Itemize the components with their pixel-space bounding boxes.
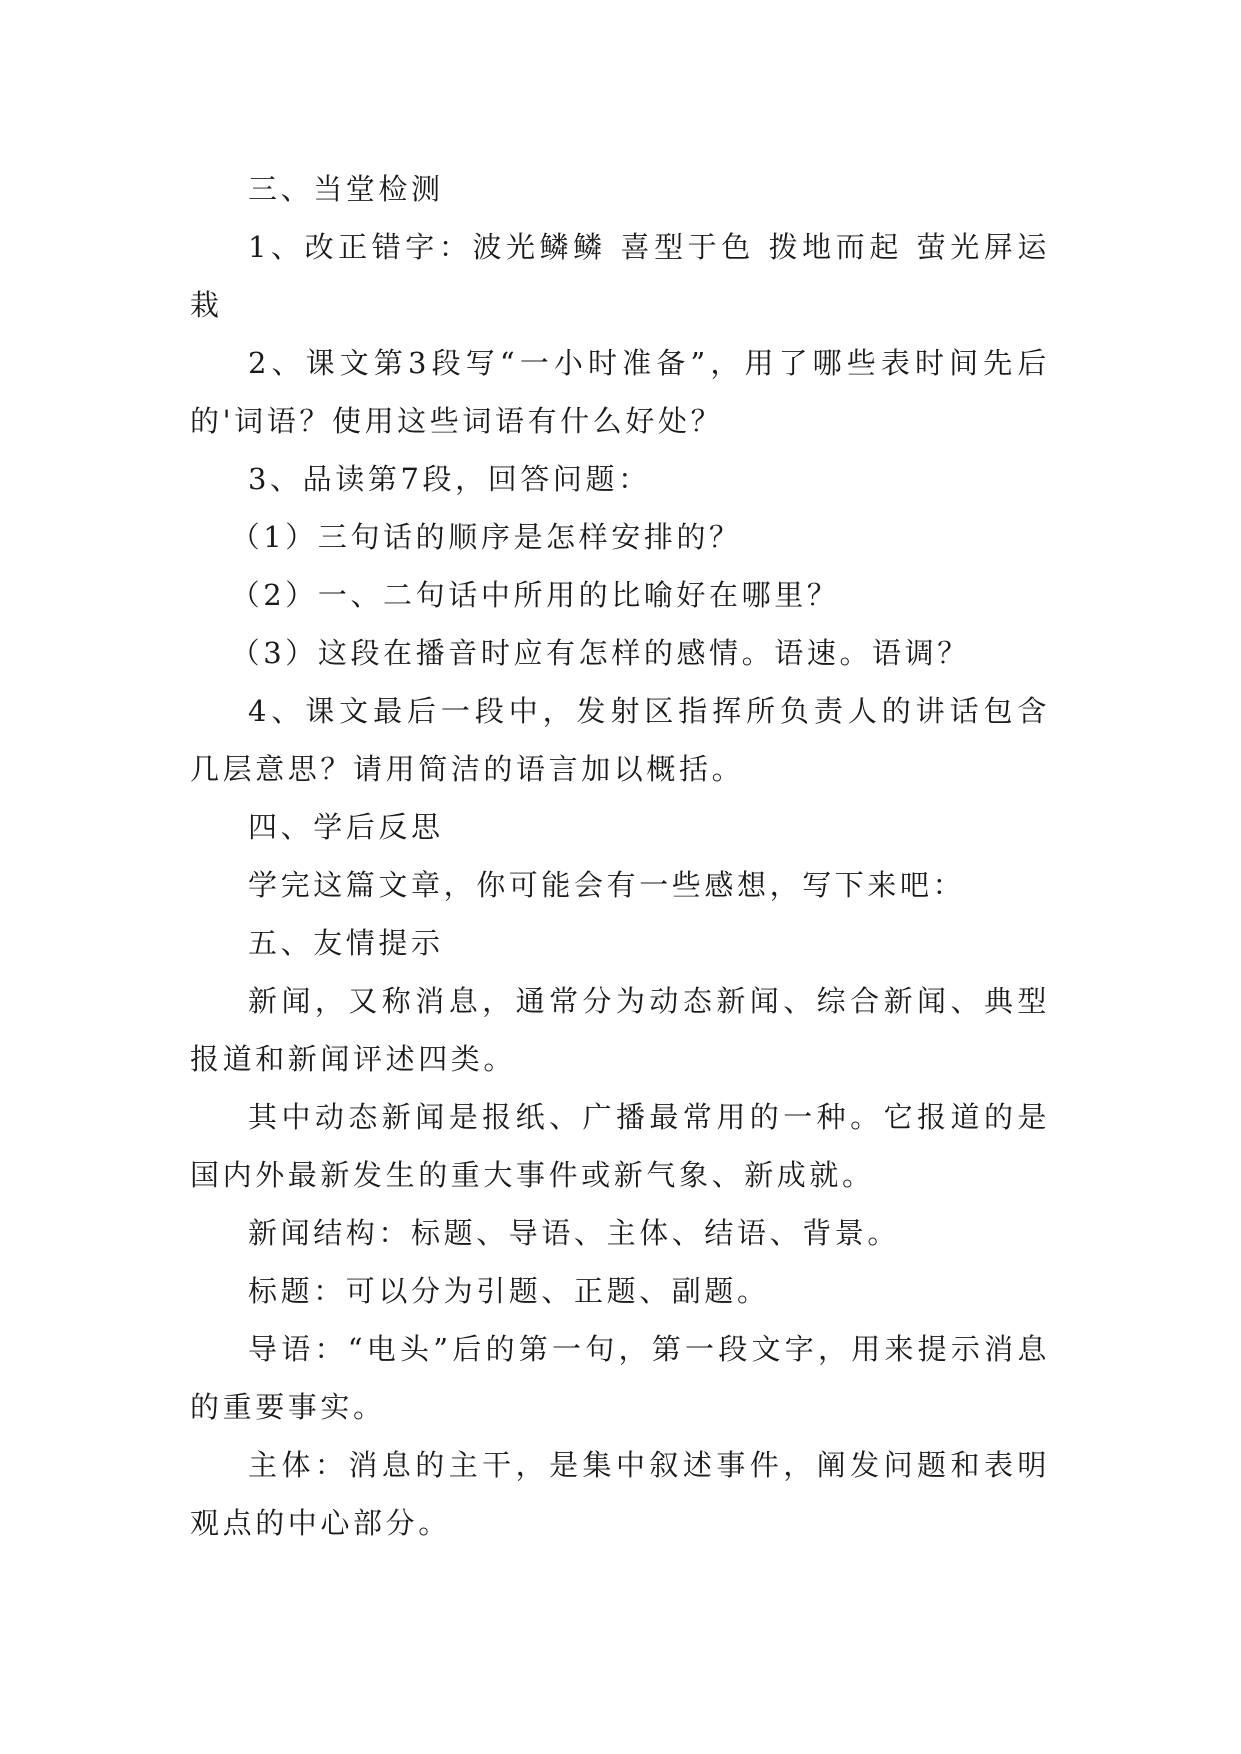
reflection-prompt: 学完这篇文章，你可能会有一些感想，写下来吧： xyxy=(248,868,966,902)
document-page xyxy=(190,160,1050,1552)
question-3-read-paragraph-7: 3、品读第7段，回答问题： xyxy=(248,462,651,496)
tip-lead: 导语：“电头”后的第一句，第一段文字，用来提示消息的重要事实。 xyxy=(190,1332,1050,1424)
section-heading-reflection: 四、学后反思 xyxy=(248,810,444,844)
tip-news-types: 新闻，又称消息，通常分为动态新闻、综合新闻、典型报道和新闻评述四类。 xyxy=(190,984,1050,1076)
section-heading-tips: 五、友情提示 xyxy=(248,926,444,960)
tip-headline: 标题：可以分为引题、正题、副题。 xyxy=(248,1274,770,1308)
question-2-time-words: 2、课文第3段写“一小时准备”，用了哪些表时间先后的'词语？使用这些词语有什么好处？ xyxy=(190,346,1050,438)
tip-dynamic-news: 其中动态新闻是报纸、广播最常用的一种。它报道的是国内外最新发生的重大事件或新气象、新成就。 xyxy=(190,1100,1050,1192)
question-3-sub-3: （3）这段在播音时应有怎样的感情。语速。语调？ xyxy=(230,636,970,670)
tip-news-structure: 新闻结构：标题、导语、主体、结语、背景。 xyxy=(248,1216,901,1250)
question-1-correct-typos: 1、改正错字：波光鳞鳞 喜型于色 拨地而起 萤光屏运栽 xyxy=(190,230,1050,322)
tip-body: 主体：消息的主干，是集中叙述事件，阐发问题和表明观点的中心部分。 xyxy=(190,1448,1050,1540)
question-3-sub-2: （2）一、二句话中所用的比喻好在哪里？ xyxy=(230,578,840,612)
section-heading-test: 三、当堂检测 xyxy=(248,172,444,206)
question-3-sub-1: （1）三句话的顺序是怎样安排的？ xyxy=(230,520,742,554)
question-4-summarize: 4、课文最后一段中，发射区指挥所负责人的讲话包含几层意思？请用简洁的语言加以概括。 xyxy=(190,694,1050,786)
